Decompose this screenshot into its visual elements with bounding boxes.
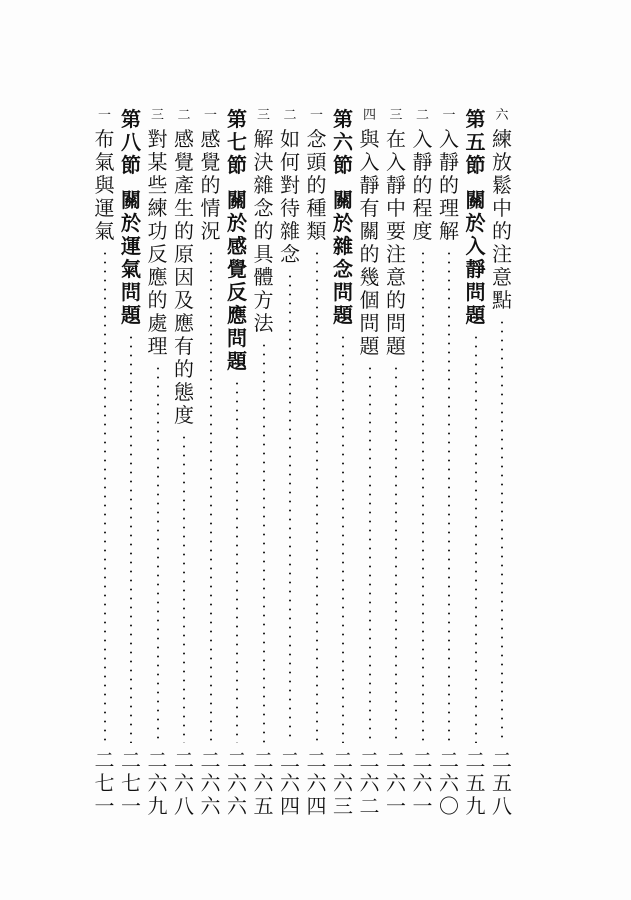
- toc-entry-title: 與 入 靜 有 關 的 幾 個 問 題: [359, 127, 380, 358]
- toc-page-number: 二 六 二: [359, 748, 380, 818]
- dot-leader: [263, 341, 265, 743]
- toc-page-number: 二 六 四: [306, 748, 327, 818]
- toc-page-number: 二 六 六: [200, 748, 221, 818]
- toc-section-heading: [464, 108, 488, 818]
- toc-entry-title: 感 覺 的 情 況: [200, 127, 221, 243]
- toc-entry: [278, 108, 302, 818]
- toc-entry-title: 如 何 對 待 雜 念: [280, 127, 300, 266]
- toc-page-number: 二 六 五: [253, 748, 274, 818]
- toc-entry-number: 三: [389, 108, 403, 123]
- toc-entry-title: 練 放 鬆 中 的 注 意 點: [492, 127, 512, 312]
- dot-leader: [183, 433, 185, 743]
- toc-entry: [305, 108, 329, 818]
- toc-page-number: 二 六 三: [333, 748, 353, 818]
- dot-leader: [475, 333, 477, 743]
- toc-page-number: 二 六 六: [227, 748, 247, 818]
- toc-entry-title: 入 靜 的 理 解: [439, 127, 459, 243]
- toc-entry: [252, 108, 276, 818]
- toc-entry-number: 二: [283, 108, 297, 123]
- dot-leader: [210, 249, 212, 743]
- toc-entry-title: 第 五 節 關 於 入 靜 問 題: [465, 107, 486, 327]
- dot-leader: [289, 272, 291, 743]
- toc-entry-number: 二: [177, 108, 191, 123]
- dot-leader: [104, 249, 106, 743]
- dot-leader: [342, 333, 344, 743]
- toc-entry-number: 一: [309, 108, 323, 123]
- toc-entry-title: 入 靜 的 程 度: [412, 127, 433, 243]
- toc-entry: [199, 108, 223, 818]
- toc-entry: [490, 108, 514, 818]
- toc-section-heading: [119, 108, 143, 818]
- toc-entry: [411, 108, 435, 818]
- toc-page-number: 二 六 一: [386, 748, 406, 818]
- toc-entry-number: 一: [442, 108, 456, 123]
- toc-page-number: 二 六 〇: [439, 748, 459, 818]
- dot-leader: [501, 318, 503, 743]
- toc-entry-title: 第 六 節 關 於 雜 念 問 題: [333, 107, 353, 327]
- toc-entry: [146, 108, 170, 818]
- dot-leader: [236, 379, 238, 743]
- toc-section-heading: [331, 108, 355, 818]
- dot-leader: [369, 364, 371, 743]
- toc-entry-title: 解 決 雜 念 的 具 體 方 法: [253, 127, 274, 335]
- toc-entry-title: 對 某 些 練 功 反 應 的 處 理: [147, 127, 168, 358]
- toc-entry-number: 一: [97, 108, 111, 123]
- toc-entry-title: 感 覺 產 生 的 原 因 及 應 有 的 態 度: [174, 127, 194, 427]
- toc-entry-number: 四: [362, 108, 376, 123]
- toc-entry-number: 六: [495, 108, 509, 123]
- dot-leader: [316, 249, 318, 743]
- toc-entry: [93, 108, 117, 818]
- toc-page-number: 二 七 一: [94, 748, 115, 818]
- dot-leader: [130, 333, 132, 743]
- toc-section-heading: [225, 108, 249, 818]
- toc-entry: [437, 108, 461, 818]
- toc-page-number: 二 六 一: [412, 748, 433, 818]
- toc-page-number: 二 六 八: [174, 748, 194, 818]
- toc-entry: [358, 108, 382, 818]
- toc-entry-number: 三: [150, 108, 164, 123]
- toc-entry: [384, 108, 408, 818]
- toc-entry-number: 三: [256, 108, 270, 123]
- toc-page-number: 二 六 四: [280, 748, 300, 818]
- dot-leader: [395, 364, 397, 743]
- dot-leader: [448, 249, 450, 743]
- dot-leader: [422, 249, 424, 743]
- toc-page-number: 二 六 九: [147, 748, 168, 818]
- toc-entry: [172, 108, 196, 818]
- toc-entry-title: 布 氣 與 運 氣: [94, 127, 115, 243]
- toc-page-number: 二 五 九: [465, 748, 486, 818]
- toc-entry-title: 第 七 節 關 於 感 覺 反 應 問 題: [227, 107, 247, 373]
- toc-entry-title: 在 入 靜 中 要 注 意 的 問 題: [386, 127, 406, 358]
- toc-page-number: 二 七 一: [121, 748, 141, 818]
- toc-entry-number: 二: [415, 108, 429, 123]
- toc-entry-title: 第 八 節 關 於 運 氣 問 題: [121, 107, 141, 327]
- toc-entry-number: 一: [203, 108, 217, 123]
- toc-entry-title: 念 頭 的 種 類: [306, 127, 327, 243]
- dot-leader: [157, 364, 159, 743]
- toc-page-number: 二 五 八: [492, 748, 512, 818]
